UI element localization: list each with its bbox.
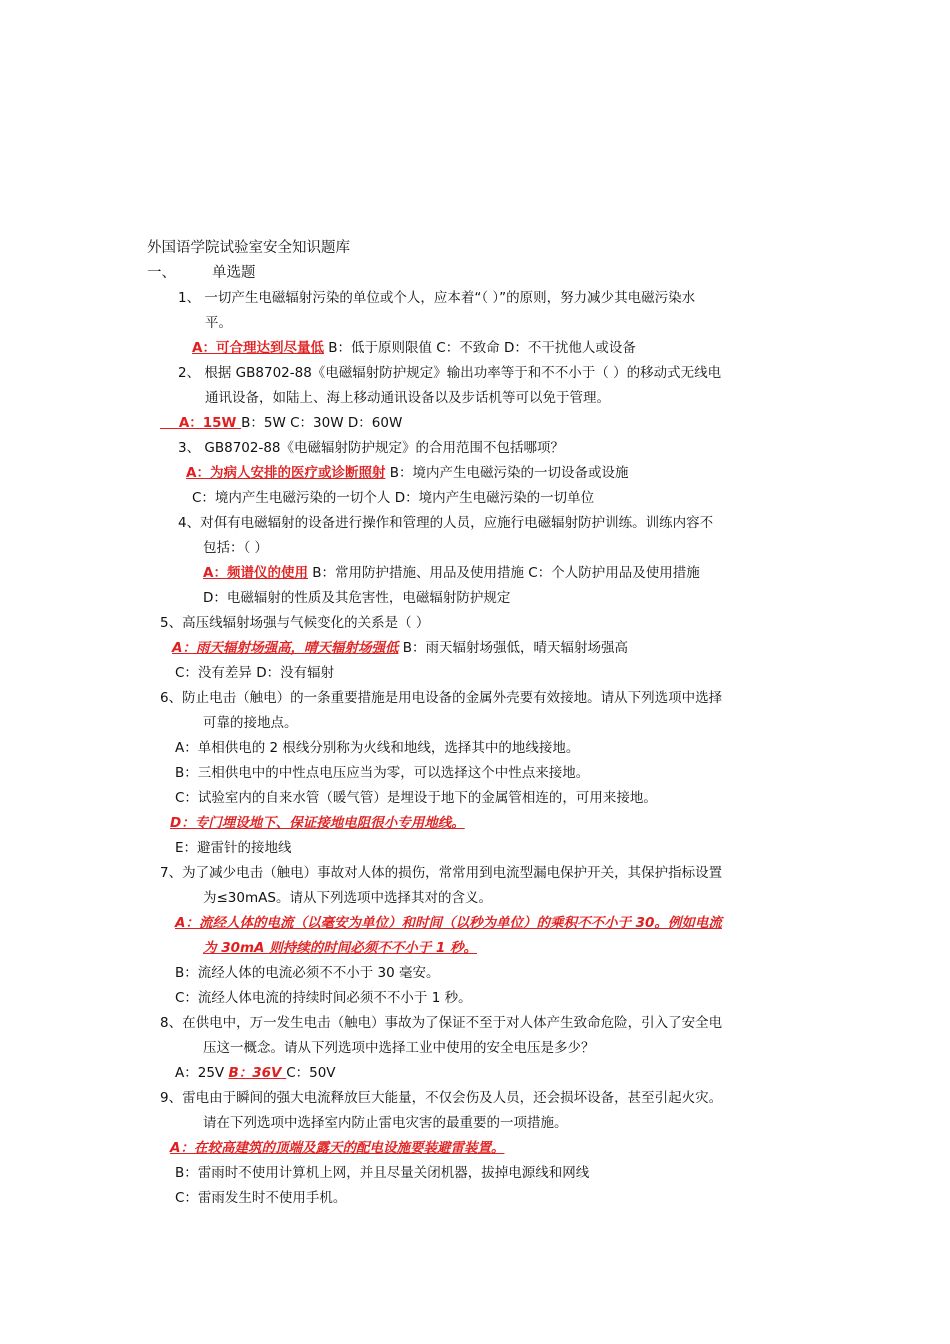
question-2-other-options: B：5W C：30W D：60W	[241, 415, 403, 431]
question-5-options-cd: C：没有差异 D：没有辐射	[175, 665, 335, 681]
question-8-options	[175, 1064, 336, 1082]
section-heading: 单选题	[212, 265, 256, 281]
question-9-option-c: C：雷雨发生时不使用手机。	[175, 1190, 347, 1206]
question-3-options	[186, 464, 629, 482]
question-8-option-a: A：25V	[175, 1065, 229, 1081]
question-1-line-2: 平。	[205, 315, 232, 331]
question-9-answer-line	[170, 1139, 504, 1157]
question-6-answer-line	[170, 814, 465, 832]
question-5-answer: A：雨天辐射场强高，晴天辐射场强低	[172, 640, 399, 656]
question-8-option-c: C：50V	[286, 1065, 336, 1081]
question-8-line-2: 压这一概念。请从下列选项中选择工业中使用的安全电压是多少？	[203, 1040, 595, 1056]
question-6-option-b: B：三相供电中的中性点电压应当为零，可以选择这个中性点来接地。	[175, 765, 590, 781]
section-number: 一、	[147, 265, 176, 281]
question-3-option-b: B：境内产生电磁污染的一切设备或设施	[389, 465, 629, 481]
question-5-option-b: B：雨天辐射场强低，晴天辐射场强高	[402, 640, 629, 656]
question-8-line-1: 8、在供电中，万一发生电击（触电）事故为了保证不至于对人体产生致命危险，引入了安全电	[160, 1015, 723, 1031]
question-9-answer: A：在较高建筑的顶端及露天的配电设施要装避雷装置。	[170, 1140, 505, 1156]
question-7-answer-line-2	[203, 939, 477, 957]
question-7-option-c: C：流经人体电流的持续时间必须不不小于 1 秒。	[175, 990, 472, 1006]
question-6-answer: D：专门埋设地下、保证接地电阻很小专用地线。	[170, 815, 465, 831]
question-6-line-1: 6、防止电击（触电）的一条重要措施是用电设备的金属外壳要有效接地。请从下列选项中选择	[160, 690, 723, 706]
question-7-line-1: 7、为了减少电击（触电）事故对人体的损伤，常常用到电流型漏电保护开关，其保护指标设置	[160, 865, 723, 881]
question-3-options-cd: C：境内产生电磁污染的一切个人 D：境内产生电磁污染的一切单位	[192, 490, 595, 506]
question-4-line-2: 包括：（ ）	[203, 540, 269, 556]
question-1-answer: A：可合理达到尽量低	[192, 340, 324, 356]
question-1-other-options: B：低于原则限值 C：不致命 D：不干扰他人或设备	[328, 340, 636, 356]
question-7-option-b: B：流经人体的电流必须不不小于 30 毫安。	[175, 965, 440, 981]
question-2-line-2: 通讯设备，如陆上、海上移动通讯设备以及步话机等可以免于管理。	[205, 390, 610, 406]
question-4-answer: A：频谱仪的使用	[203, 565, 308, 581]
question-9-line-2: 请在下列选项中选择室内防止雷电灾害的最重要的一项措施。	[203, 1115, 568, 1131]
question-7-line-2: 为≤30mAS。请从下列选项中选择其对的含义。	[203, 890, 492, 906]
question-2-line-1: 2、 根据 GB8702-88《电磁辐射防护规定》输出功率等于和不不小于（ ）的移动式无线电	[178, 365, 722, 381]
question-6-option-a: A：单相供电的 2 根线分别称为火线和地线，选择其中的地线接地。	[175, 740, 580, 756]
question-3-answer: A：为病人安排的医疗或诊断照射	[186, 465, 386, 481]
question-7-answer-part-2: 为 30mA 则持续的时间必须不不小于 1 秒。	[203, 940, 477, 956]
question-2-answer: A：15W	[178, 415, 242, 431]
question-4-option-d: D：电磁辐射的性质及其危害性，电磁辐射防护规定	[203, 590, 511, 606]
question-5-options	[172, 639, 628, 657]
question-1-options	[192, 339, 636, 357]
question-9-line-1: 9、雷电由于瞬间的强大电流释放巨大能量，不仅会伤及人员，还会损坏设备，甚至引起火灾。	[160, 1090, 723, 1106]
question-6-line-2: 可靠的接地点。	[203, 715, 298, 731]
question-7-answer-line-1	[175, 914, 722, 932]
question-5-line-1: 5、高压线辐射场强与气候变化的关系是（ ）	[160, 615, 430, 631]
question-9-option-b: B：雷雨时不使用计算机上网，并且尽量关闭机器，拔掉电源线和网线	[175, 1165, 590, 1181]
question-2-options	[160, 414, 402, 432]
question-3-line-1: 3、 GB8702-88《电磁辐射防护规定》的合用范围不包括哪项？	[178, 440, 565, 456]
question-7-answer-part-1: A：流经人体的电流（以毫安为单位）和时间（以秒为单位）的乘积不不小于 30。例如电流	[175, 915, 722, 931]
doc-title: 外国语学院试验室安全知识题库	[147, 240, 350, 256]
question-8-answer: B：36V	[228, 1065, 287, 1081]
question-6-option-e: E：避雷针的接地线	[175, 840, 292, 856]
question-4-options	[203, 564, 700, 582]
question-1-line-1: 1、 一切产生电磁辐射污染的单位或个人，应本着“（ ）”的原则，努力减少其电磁污染水	[178, 290, 696, 306]
question-6-option-c: C：试验室内的自来水管（暖气管）是埋设于地下的金属管相连的，可用来接地。	[175, 790, 657, 806]
question-4-line-1: 4、对佴有电磁辐射的设备进行操作和管理的人员，应施行电磁辐射防护训练。训练内容不	[178, 515, 714, 531]
question-4-options-bc: B：常用防护措施、用品及使用措施 C：个人防护用品及使用措施	[312, 565, 700, 581]
